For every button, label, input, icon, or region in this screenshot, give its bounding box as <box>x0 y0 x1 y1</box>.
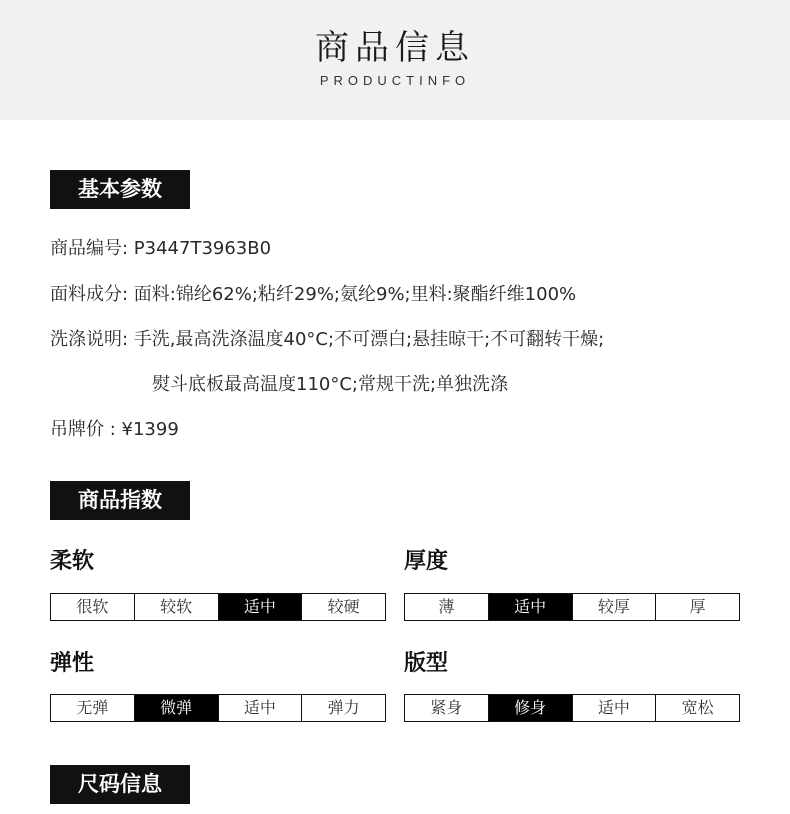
page-header <box>0 0 790 120</box>
thickness-option: 厚 <box>655 594 739 620</box>
param-product-code: 商品编号: P3447T3963B0 <box>50 238 272 259</box>
fit-option: 紧身 <box>405 695 488 721</box>
index-fit-title: 版型 <box>404 651 449 676</box>
index-softness-title: 柔软 <box>50 549 95 574</box>
param-fabric: 面料成分: 面料:锦纶62%;粘纤29%;氨纶9%;里料:聚酯纤维100% <box>50 284 577 305</box>
softness-option: 很软 <box>51 594 134 620</box>
index-thickness-title: 厚度 <box>404 549 449 574</box>
section-size-info: 尺码信息 <box>50 765 190 804</box>
softness-option: 较软 <box>134 594 218 620</box>
thickness-option: 适中 <box>488 594 572 620</box>
index-elasticity-title: 弹性 <box>50 651 95 676</box>
section-basic-params: 基本参数 <box>50 170 190 209</box>
fit-scale <box>404 694 740 722</box>
param-washing-cont: 熨斗底板最高温度110°C;常规干洗;单独洗涤 <box>152 374 509 395</box>
elasticity-option: 适中 <box>218 695 302 721</box>
thickness-option: 较厚 <box>572 594 656 620</box>
thickness-option: 薄 <box>405 594 488 620</box>
param-price: 吊牌价 : ¥1399 <box>50 419 179 440</box>
param-washing: 洗涤说明: 手洗,最高洗涤温度40°C;不可漂白;悬挂晾干;不可翻转干燥; <box>50 329 605 350</box>
thickness-scale <box>404 593 740 621</box>
elasticity-option: 弹力 <box>301 695 385 721</box>
fit-option: 修身 <box>488 695 572 721</box>
elasticity-option: 无弹 <box>51 695 134 721</box>
section-product-index: 商品指数 <box>50 481 190 520</box>
softness-option: 适中 <box>218 594 302 620</box>
page-subtitle: PRODUCTINFO <box>319 73 471 88</box>
softness-scale <box>50 593 386 621</box>
softness-option: 较硬 <box>301 594 385 620</box>
fit-option: 适中 <box>572 695 656 721</box>
elasticity-scale <box>50 694 386 722</box>
elasticity-option: 微弹 <box>134 695 218 721</box>
fit-option: 宽松 <box>655 695 739 721</box>
page-title: 商品信息 <box>315 28 475 68</box>
